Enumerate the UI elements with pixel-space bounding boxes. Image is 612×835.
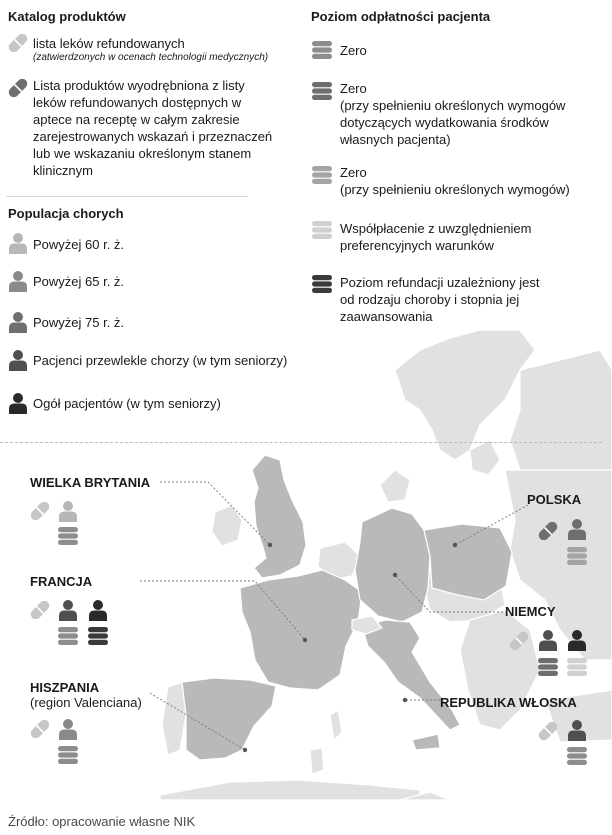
text-line: Współpłacenie z uwzględnieniem xyxy=(340,221,532,236)
pill-icon xyxy=(28,720,52,738)
population-item-all: Ogół pacjentów (w tym seniorzy) xyxy=(33,396,221,411)
text-line: (przy spełnieniu określonych wymogów) xyxy=(340,182,570,197)
coins-stack-icon xyxy=(58,746,78,764)
text-line: (przy spełnieniu określonych wymogów xyxy=(340,98,566,113)
catalog-item-refund-list: lista leków refundowanych xyxy=(33,36,185,51)
country-label-uk: WIELKA BRYTANIA xyxy=(30,475,151,490)
pill-icon xyxy=(28,502,52,520)
text-line: Zero xyxy=(340,81,367,96)
population-item-75: Powyżej 75 r. ż. xyxy=(33,315,125,330)
text-line: Zero xyxy=(340,43,367,58)
pill-icon xyxy=(536,522,560,540)
person-icon xyxy=(88,599,108,621)
text-line: lub we wskazaniu określonym stanem xyxy=(33,146,252,161)
coins-stack-icon xyxy=(58,627,78,645)
text-line: Zero xyxy=(340,165,367,180)
catalog-legend-title: Katalog produktów xyxy=(8,9,126,24)
text-line: aptece na receptę w całym zakresie xyxy=(33,112,240,127)
coins-stack-icon xyxy=(567,547,587,565)
text-line: od rodzaju choroby i stopnia jej xyxy=(340,292,520,307)
population-legend-title: Populacja chorych xyxy=(8,206,124,221)
population-item-60: Powyżej 60 r. ż. xyxy=(33,237,125,252)
person-icon xyxy=(567,629,587,651)
country-label-spain: HISZPANIA xyxy=(30,680,100,695)
text-line: Poziom refundacji uzależniony jest xyxy=(340,275,540,290)
text-line: preferencyjnych warunków xyxy=(340,238,494,253)
person-icon xyxy=(567,518,587,540)
person-icon xyxy=(538,629,558,651)
text-line: zaawansowania xyxy=(340,309,433,324)
text-line: dotyczących wydatkowania środków xyxy=(340,115,549,130)
pill-icon xyxy=(536,722,560,740)
payment-legend-title: Poziom odpłatności pacjenta xyxy=(311,9,491,24)
population-item-chronic: Pacjenci przewlekle chorzy (w tym seniorzy) xyxy=(33,353,288,368)
country-label-france: FRANCJA xyxy=(30,574,93,589)
person-icon xyxy=(58,599,78,621)
source-note: Źródło: opracowanie własne NIK xyxy=(8,814,196,829)
country-label-poland: POLSKA xyxy=(527,492,582,507)
text-line: klinicznym xyxy=(33,163,93,178)
text-line: Lista produktów wyodrębniona z listy xyxy=(33,78,245,93)
country-label-germany: NIEMCY xyxy=(505,604,556,619)
text-line: własnych pacjenta) xyxy=(340,132,451,147)
pill-icon xyxy=(507,632,531,650)
coins-stack-icon xyxy=(88,627,108,645)
coins-stack-icon xyxy=(58,527,78,545)
coins-stack-icon xyxy=(567,658,587,676)
text-line: zarejestrowanych wskazań i przeznaczeń xyxy=(33,129,273,144)
person-icon xyxy=(58,718,78,740)
person-icon xyxy=(58,500,78,522)
country-label-italy: REPUBLIKA WŁOSKA xyxy=(440,695,577,710)
text-line: leków refundowanych dostępnych w xyxy=(33,95,242,110)
person-icon xyxy=(567,719,587,741)
catalog-item-refund-list-note: (zatwierdzonych w ocenach technologii medycznych) xyxy=(33,52,269,63)
coins-stack-icon xyxy=(567,747,587,765)
coins-stack-icon xyxy=(538,658,558,676)
pill-icon xyxy=(28,601,52,619)
country-sublabel-spain: (region Valenciana) xyxy=(30,695,142,710)
population-item-65: Powyżej 65 r. ż. xyxy=(33,274,125,289)
